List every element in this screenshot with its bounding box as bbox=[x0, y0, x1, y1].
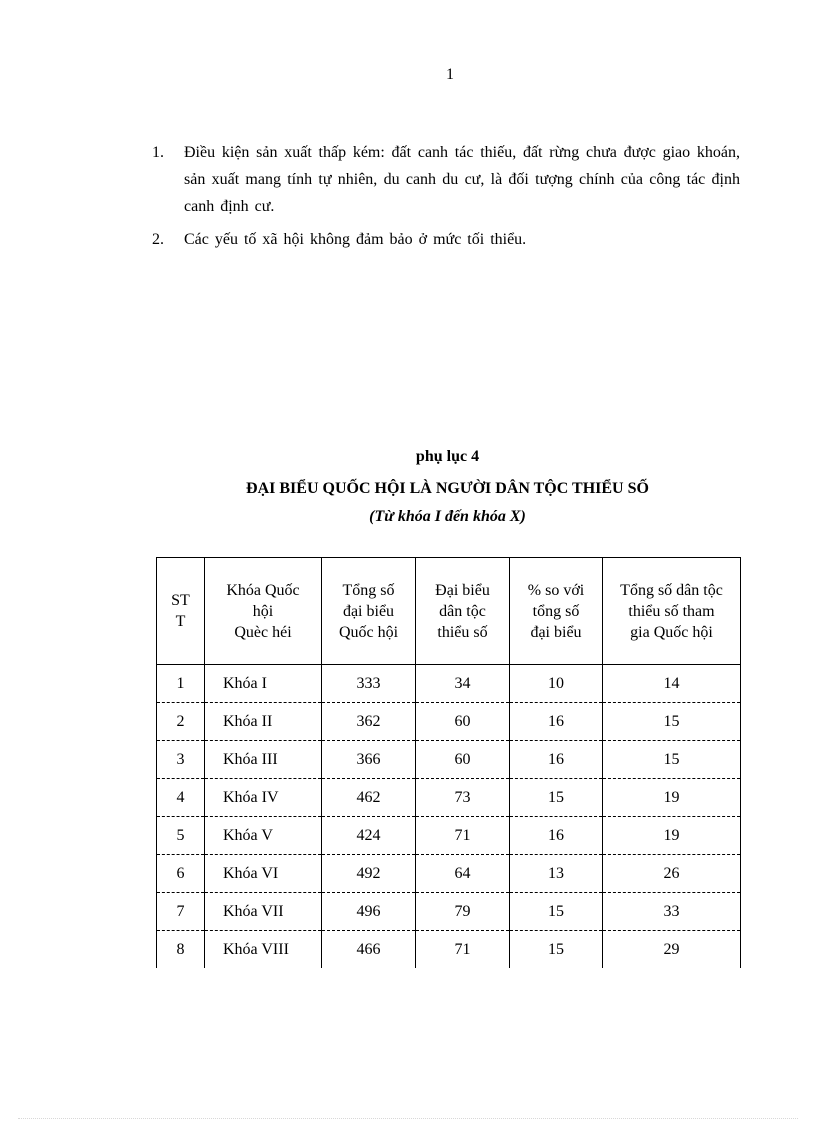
table-cell: 19 bbox=[603, 817, 741, 855]
table-row bbox=[157, 665, 741, 703]
table-cell: 3 bbox=[157, 741, 205, 779]
column-header: Tổng số dân tộc thiểu số tham gia Quốc hội bbox=[603, 558, 741, 665]
column-header: Đại biểu dân tộc thiểu số bbox=[416, 558, 510, 665]
table-cell: 16 bbox=[510, 703, 603, 741]
table-row bbox=[157, 817, 741, 855]
table-cell: 15 bbox=[510, 893, 603, 931]
table-cell: Khóa III bbox=[205, 741, 322, 779]
table-cell: 462 bbox=[322, 779, 416, 817]
list-item-text: Các yếu tố xã hội không đảm bảo ở mức tối thiểu. bbox=[184, 231, 527, 248]
table-cell: 15 bbox=[510, 779, 603, 817]
page-bottom-edge bbox=[18, 1118, 798, 1119]
table-header-row bbox=[157, 558, 741, 665]
delegates-table bbox=[156, 557, 741, 968]
table-cell: 13 bbox=[510, 855, 603, 893]
table-cell: Khóa VII bbox=[205, 893, 322, 931]
table-row bbox=[157, 931, 741, 969]
list-item-number: 1. bbox=[152, 144, 164, 161]
page-number: 1 bbox=[446, 66, 454, 83]
table-cell: 2 bbox=[157, 703, 205, 741]
column-header: % so với tổng số đại biểu bbox=[510, 558, 603, 665]
table-cell: 71 bbox=[416, 817, 510, 855]
table-row bbox=[157, 703, 741, 741]
table-cell: Khóa VI bbox=[205, 855, 322, 893]
table-cell: Khóa IV bbox=[205, 779, 322, 817]
table-cell: 362 bbox=[322, 703, 416, 741]
list-item bbox=[152, 226, 740, 253]
appendix-label: phụ lục 4 bbox=[415, 448, 480, 465]
table-cell: 29 bbox=[603, 931, 741, 969]
table-cell: 60 bbox=[416, 703, 510, 741]
table-cell: 16 bbox=[510, 741, 603, 779]
table-cell: 466 bbox=[322, 931, 416, 969]
table-cell: 14 bbox=[603, 665, 741, 703]
column-header: ST T bbox=[157, 558, 205, 665]
appendix-heading bbox=[156, 445, 739, 531]
list-item bbox=[152, 139, 740, 220]
table-cell: 19 bbox=[603, 779, 741, 817]
table-cell: 15 bbox=[603, 741, 741, 779]
table-cell: 71 bbox=[416, 931, 510, 969]
table-cell: 60 bbox=[416, 741, 510, 779]
table-cell: 496 bbox=[322, 893, 416, 931]
table-cell: 79 bbox=[416, 893, 510, 931]
appendix-subtitle: (Từ khóa I đến khóa X) bbox=[369, 508, 526, 525]
table-cell: 424 bbox=[322, 817, 416, 855]
table-cell: 6 bbox=[157, 855, 205, 893]
table-cell: 33 bbox=[603, 893, 741, 931]
table-cell: 15 bbox=[510, 931, 603, 969]
table-cell: 26 bbox=[603, 855, 741, 893]
table-cell: 64 bbox=[416, 855, 510, 893]
table-cell: Khóa VIII bbox=[205, 931, 322, 969]
table-cell: 10 bbox=[510, 665, 603, 703]
appendix-title: ĐẠI BIỂU QUỐC HỘI LÀ NGƯỜI DÂN TỘC THIỂU SỐ bbox=[246, 480, 649, 497]
table-cell: 34 bbox=[416, 665, 510, 703]
list-item-text: Điều kiện sản xuất thấp kém: đất canh tác thiếu, đất rừng chưa được giao khoán, sản xuất mang tính tự nhiên, du canh du cư, là đối tượng chính của công tác định canh định cư. bbox=[184, 144, 740, 215]
column-header: Tổng số đại biểu Quốc hội bbox=[322, 558, 416, 665]
table-cell: 492 bbox=[322, 855, 416, 893]
table-row bbox=[157, 893, 741, 931]
list-item-number: 2. bbox=[152, 231, 164, 248]
table-cell: 15 bbox=[603, 703, 741, 741]
numbered-list bbox=[152, 139, 740, 259]
column-header: Khóa Quốc hội Quèc héi bbox=[205, 558, 322, 665]
table-cell: 16 bbox=[510, 817, 603, 855]
table-row bbox=[157, 741, 741, 779]
table-cell: 333 bbox=[322, 665, 416, 703]
table-cell: Khóa I bbox=[205, 665, 322, 703]
table-body bbox=[157, 665, 741, 969]
table-row bbox=[157, 779, 741, 817]
table-cell: 73 bbox=[416, 779, 510, 817]
table-cell: 8 bbox=[157, 931, 205, 969]
table-row bbox=[157, 855, 741, 893]
table-cell: Khóa V bbox=[205, 817, 322, 855]
table-cell: 1 bbox=[157, 665, 205, 703]
table-cell: Khóa II bbox=[205, 703, 322, 741]
table-cell: 7 bbox=[157, 893, 205, 931]
table-cell: 5 bbox=[157, 817, 205, 855]
table-cell: 4 bbox=[157, 779, 205, 817]
table-cell: 366 bbox=[322, 741, 416, 779]
